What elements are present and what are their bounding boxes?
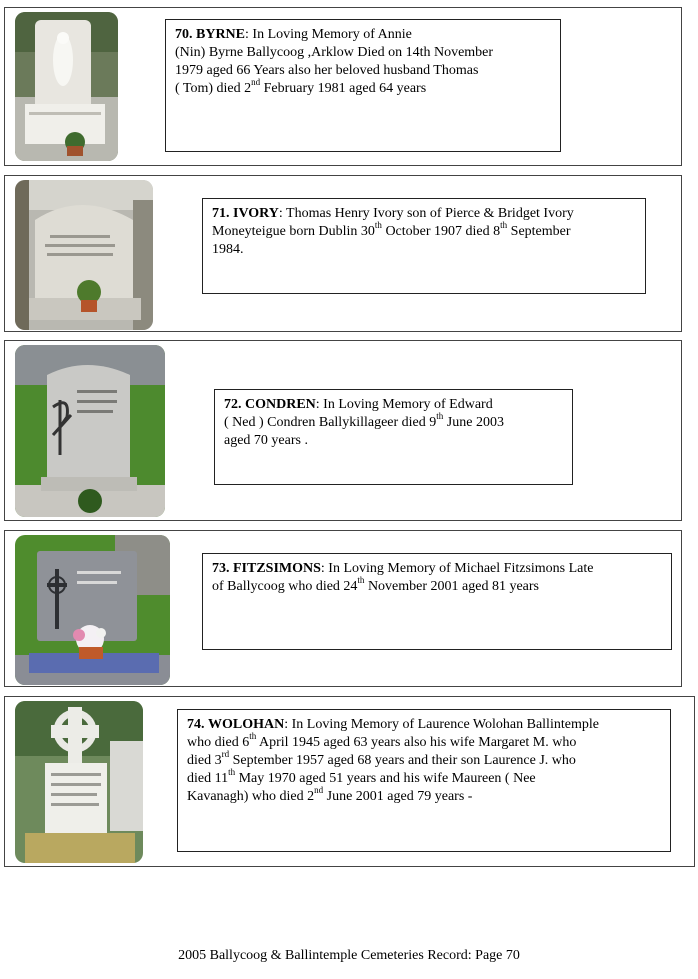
inscription-text: : Thomas Henry Ivory son of Pierce & Bridget Ivory Moneyteigue born Dublin 30th October 1907 died 8th September 1984. bbox=[212, 206, 574, 257]
ordinal-suffix: th bbox=[500, 220, 508, 231]
headstone-photo-72 bbox=[15, 345, 165, 517]
ordinal-suffix: th bbox=[228, 767, 236, 778]
surname: CONDREN bbox=[245, 397, 316, 412]
surname: FITZSIMONS bbox=[233, 561, 321, 576]
headstone-photo-74 bbox=[15, 701, 143, 863]
ordinal-suffix: nd bbox=[314, 785, 324, 796]
ordinal-suffix: th bbox=[357, 575, 365, 586]
record-entry-72 bbox=[4, 340, 682, 521]
headstone-photo-71 bbox=[15, 180, 153, 330]
inscription-box-72 bbox=[214, 389, 573, 485]
surname: BYRNE bbox=[196, 27, 246, 42]
entry-number: 74. bbox=[187, 717, 205, 732]
surname: IVORY bbox=[233, 206, 279, 221]
inscription-box-73 bbox=[202, 553, 672, 650]
ordinal-suffix: th bbox=[249, 731, 257, 742]
record-entry-73 bbox=[4, 530, 682, 687]
ordinal-suffix: rd bbox=[221, 749, 230, 760]
record-entry-71 bbox=[4, 175, 682, 332]
record-entry-70 bbox=[4, 7, 682, 166]
ordinal-suffix: nd bbox=[251, 77, 261, 88]
entry-number: 72. bbox=[224, 397, 242, 412]
ordinal-suffix: th bbox=[436, 411, 444, 422]
inscription-box-74 bbox=[177, 709, 671, 852]
ordinal-suffix: th bbox=[374, 220, 382, 231]
inscription-text: : In Loving Memory of Michael Fitzsimons Late of Ballycoog who died 24th November 2001 aged 81 years bbox=[212, 561, 594, 594]
entry-number: 71. bbox=[212, 206, 230, 221]
record-entry-74 bbox=[4, 696, 695, 867]
inscription-text: : In Loving Memory of Annie (Nin) Byrne Ballycoog ,Arklow Died on 14th November 1979 aged 66 Years also her beloved husband Thomas ( Tom) died 2nd February 1981 aged 64 years bbox=[175, 27, 494, 96]
inscription-text: : In Loving Memory of Edward ( Ned ) Condren Ballykillageer died 9th June 2003 aged 70 years . bbox=[224, 397, 504, 448]
entry-number: 70. bbox=[175, 27, 193, 42]
entry-number: 73. bbox=[212, 561, 230, 576]
headstone-photo-70 bbox=[15, 12, 118, 161]
headstone-photo-73 bbox=[15, 535, 170, 685]
inscription-box-70 bbox=[165, 19, 561, 152]
inscription-text: : In Loving Memory of Laurence Wolohan Ballintemple who died 6th April 1945 aged 63 years also his wife Margaret M. who died 3rd September 1957 aged 68 years and their son Laurence J. who died 11th May 1970 aged 51 years and his wife Maureen ( Nee Kavanagh) who died 2nd June 2001 aged 79 years - bbox=[187, 717, 599, 804]
page-footer: 2005 Ballycoog & Ballintemple Cemeteries Record: Page 70 bbox=[178, 948, 520, 963]
surname: WOLOHAN bbox=[208, 717, 285, 732]
inscription-box-71 bbox=[202, 198, 646, 294]
